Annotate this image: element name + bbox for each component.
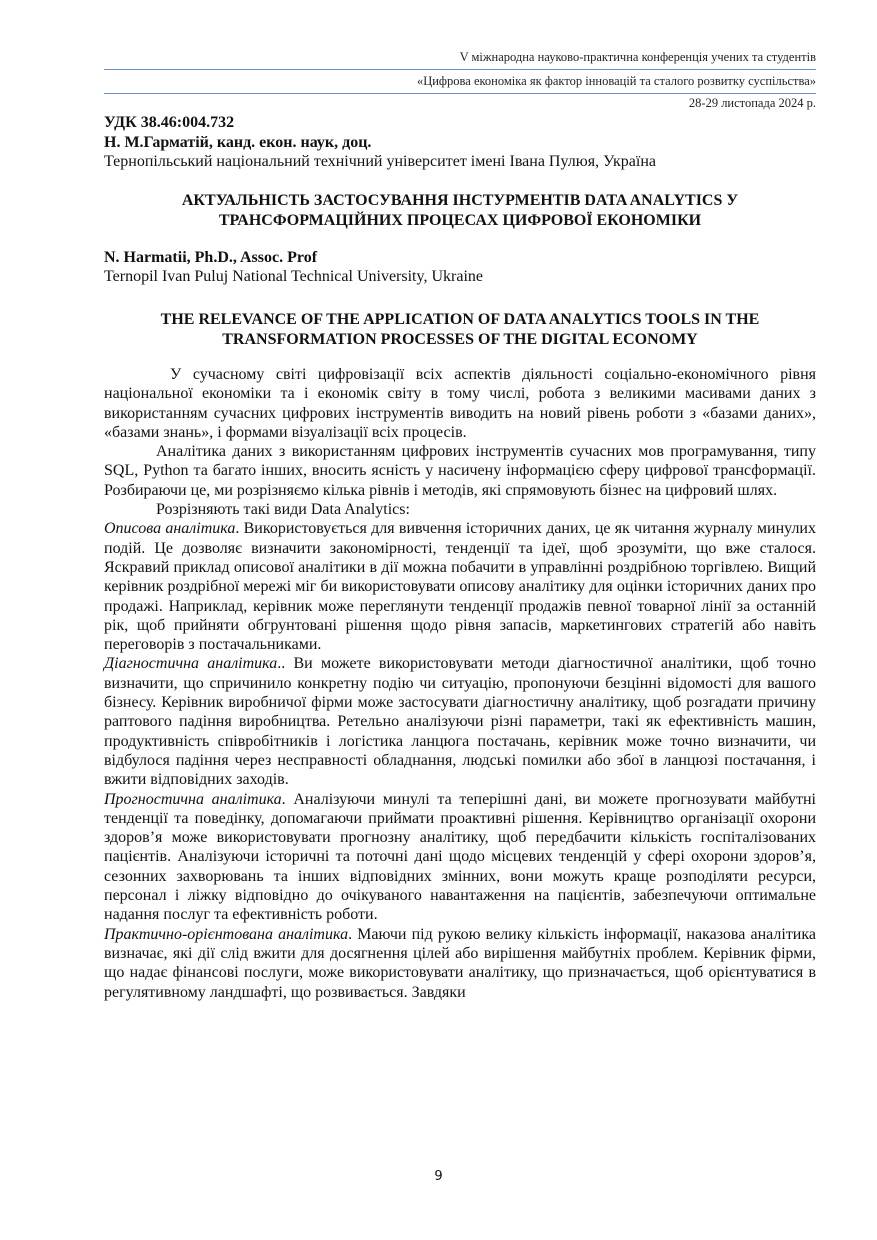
text-diagnostic: .. Ви можете використовувати методи діагностичної аналітики, щоб точно визначити, що спричинило конкретну подію чи ситуацію, пропонуючи безцінні відомості для вашого бізнесу. Керівник виробничої фірми може застосувати діагностичну аналітику, щоб розгадати причину раптового падіння виробництва. Ретельно аналізуючи різні параметри, такі як ефективність машин, продуктивність співробітників і логістика ланцюга постачань, керівник може точно визначити, чи відбулося падіння через несправності обладнання, людські помилки або збої в ланцюзі постачання, і вжити відповідних заходів. [104, 655, 817, 789]
udk-code: УДК 38.46:004.732 [104, 114, 235, 131]
term-predictive: Прогностична аналітика [104, 790, 282, 808]
header-rule-bottom [104, 93, 816, 94]
conference-title: V міжнародна науково-практична конференція учених та студентів [459, 50, 816, 64]
title-en-line1: THE RELEVANCE OF THE APPLICATION OF DATA ANALYTICS TOOLS IN THE [160, 311, 760, 328]
affiliation-ua: Тернопільський національний технічний університет імені Івана Пулюя, Україна [104, 153, 656, 170]
header-rule-top [104, 69, 816, 70]
paragraph-prescriptive [104, 925, 816, 1002]
paragraph-descriptive [104, 519, 816, 654]
paragraph-diagnostic [104, 654, 816, 789]
title-ua-line2: ТРАНСФОРМАЦІЙНИХ ПРОЦЕСАХ ЦИФРОВОЇ ЕКОНОМІКИ [218, 212, 702, 229]
author-ua: Н. М.Гарматій, канд. екон. наук, доц. [104, 134, 372, 151]
paragraph-analytics: Аналітика даних з використанням цифрових інструментів сучасних мов програмування, типу SQL, Python та багато інших, вносить ясність у насичену інформацією сферу цифрової трансформації. Розбираючи це, ми розрізняємо кілька рівнів і методів, які спрямовують бізнес на цифровий шлях. [104, 443, 816, 499]
title-ua [104, 191, 816, 231]
text-prescriptive: . Маючи під рукою велику кількість інформації, наказова аналітика визначає, які дії слід вжити для досягнення цілей або вирішення майбутніх проблем. Керівник фірми, що надає фінансові послуги, може використовувати аналітику, що призначається, щоб орієнтуватися в регулятивному ландшафті, що розвивається. Завдяки [104, 925, 817, 1001]
paragraph-types-heading: Розрізняють такі види Data Analytics: [156, 501, 410, 519]
title-ua-line1: АКТУАЛЬНІСТЬ ЗАСТОСУВАННЯ ІНСТУРМЕНТІВ DATA ANALYTICS У [181, 192, 739, 209]
text-descriptive: . Використовується для вивчення історичних даних, це як читання журналу минулих подій. Це дозволяє визначити закономірності, тенденції та ідеї, щоб зрозуміти, що вже сталося. Яскравий приклад описової аналітики в дії можна побачити в управлінні роздрібною торгівлею. Вищий керівник роздрібної мережі міг би використовувати описову аналітику для оцінки історичних даних про продажі. Наприклад, керівник може переглянути тенденції продажів певної товарної лінії за останній рік, щоб прийняти обгрунтовані рішення щодо рівня запасів, маркетингових стратегій або навіть переговорів з постачальниками. [104, 520, 816, 654]
title-en-line2: TRANSFORMATION PROCESSES OF THE DIGITAL ECONOMY [222, 331, 698, 348]
paragraph-intro: У сучасному світі цифровізації всіх аспектів діяльності соціально-економічного рівня національної економіки та і економік світу в тому числі, робота з великими масивами даних з використанням сучасних цифрових інструментів виводить на новий рівень роботи з «базами даних», «базами знань», і формами візуалізації всіх процесів. [104, 366, 816, 441]
title-en [104, 310, 816, 350]
text-predictive: . Аналізуючи минулі та теперішні дані, ви можете прогнозувати майбутні тенденції та поведінку, допомагаючи приймати проактивні рішення. Керівництво організації охорони здоров’я може використовувати прогнозну аналітику, щоб передбачити кількість госпіталізованих пацієнтів. Аналізуючи історичні та поточні дані щодо місцевих тенденцій у сфері охорони здоров’я, сезонних захворювань та інших відповідних змінних, вони можуть краще розподіляти ресурси, персонал і ліжку відповідно до очікуваного навантаження на пацієнтів, забезпечуючи оптимальне надання послуг та ефективність роботи. [104, 790, 816, 924]
term-prescriptive: Практично-орієнтована аналітика [104, 925, 349, 943]
conference-theme: «Цифрова економіка як фактор інновацій та сталого розвитку суспільства» [416, 74, 816, 88]
term-diagnostic: Діагностична аналітика [104, 655, 278, 673]
conference-date: 28-29 листопада 2024 р. [688, 96, 816, 110]
term-descriptive: Описова аналітика [104, 520, 236, 538]
affiliation-en: Ternopil Ivan Puluj National Technical University, Ukraine [104, 268, 483, 285]
body-text [104, 365, 816, 1002]
author-en: N. Harmatii, Ph.D., Assoc. Prof [104, 249, 318, 266]
paragraph-predictive [104, 790, 816, 925]
page-number: 9 [434, 1169, 443, 1184]
